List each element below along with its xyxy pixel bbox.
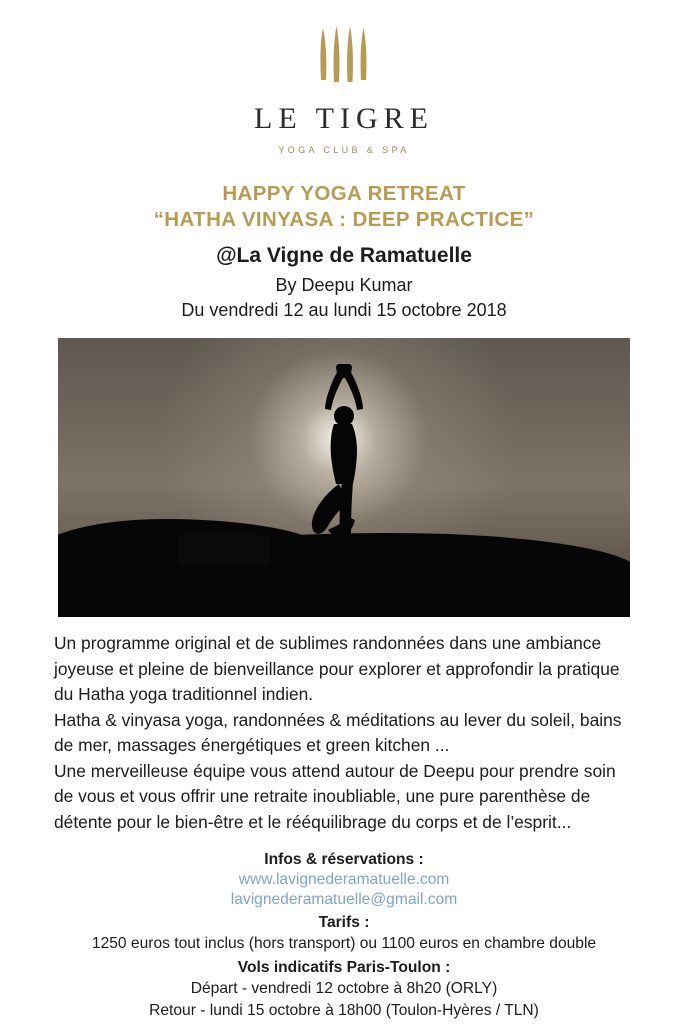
tarifs-line: 1250 euros tout inclus (hors transport) ou 1100 euros en chambre double (91, 935, 597, 952)
website-link[interactable]: www.lavignederamatuelle.com (238, 871, 450, 888)
retreat-dates: Du vendredi 12 au lundi 15 octobre 2018 (181, 300, 507, 320)
description-paragraph-3: Une merveilleuse équipe vous attend autour de Deepu pour prendre soin de vous et vous offrir une retraite inoubliable, une pure parenthèse de détente pour le bien-être et le rééquilibrage du corps et de l’esprit... (54, 760, 616, 832)
description-paragraph-2: Hatha & vinyasa yoga, randonnées & méditations au lever du soleil, bains de mer, massages énergétiques et green kitchen ... (54, 709, 622, 755)
venue-title: @La Vigne de Ramatuelle (216, 244, 472, 267)
description-block (54, 631, 634, 835)
brand-name: LE TIGRE (254, 102, 434, 135)
yoga-silhouette-photo (58, 338, 630, 617)
vol-depart-line: Départ - vendredi 12 octobre à 8h20 (ORLY) (190, 980, 498, 997)
vols-heading: Vols indicatifs Paris-Toulon : (237, 959, 451, 976)
retreat-title-line1: HAPPY YOGA RETREAT (222, 182, 466, 205)
yogi-tree-pose-silhouette (284, 364, 404, 579)
tiger-claw-mark-icon (314, 26, 374, 88)
tarifs-heading: Tarifs : (318, 914, 370, 931)
poster-titles (0, 181, 688, 321)
photo-bush (178, 521, 270, 565)
teacher-name: By Deepu Kumar (275, 275, 413, 295)
description-paragraph-1: Un programme original et de sublimes randonnées dans une ambiance joyeuse et pleine de bienveillance pour explorer et approfondir la pratique du Hatha yoga traditionnel indien. (54, 633, 620, 704)
brand-tagline: YOGA CLUB & SPA (278, 145, 410, 155)
info-block (34, 849, 654, 1022)
infos-heading: Infos & réservations : (264, 851, 424, 868)
retreat-title-line2: “HATHA VINYASA : DEEP PRACTICE” (153, 208, 535, 231)
email-link[interactable]: lavignederamatuelle@gmail.com (230, 891, 458, 908)
brand-header (0, 0, 688, 155)
vol-retour-line: Retour - lundi 15 octobre à 18h00 (Toulon-Hyères / TLN) (149, 1002, 539, 1019)
